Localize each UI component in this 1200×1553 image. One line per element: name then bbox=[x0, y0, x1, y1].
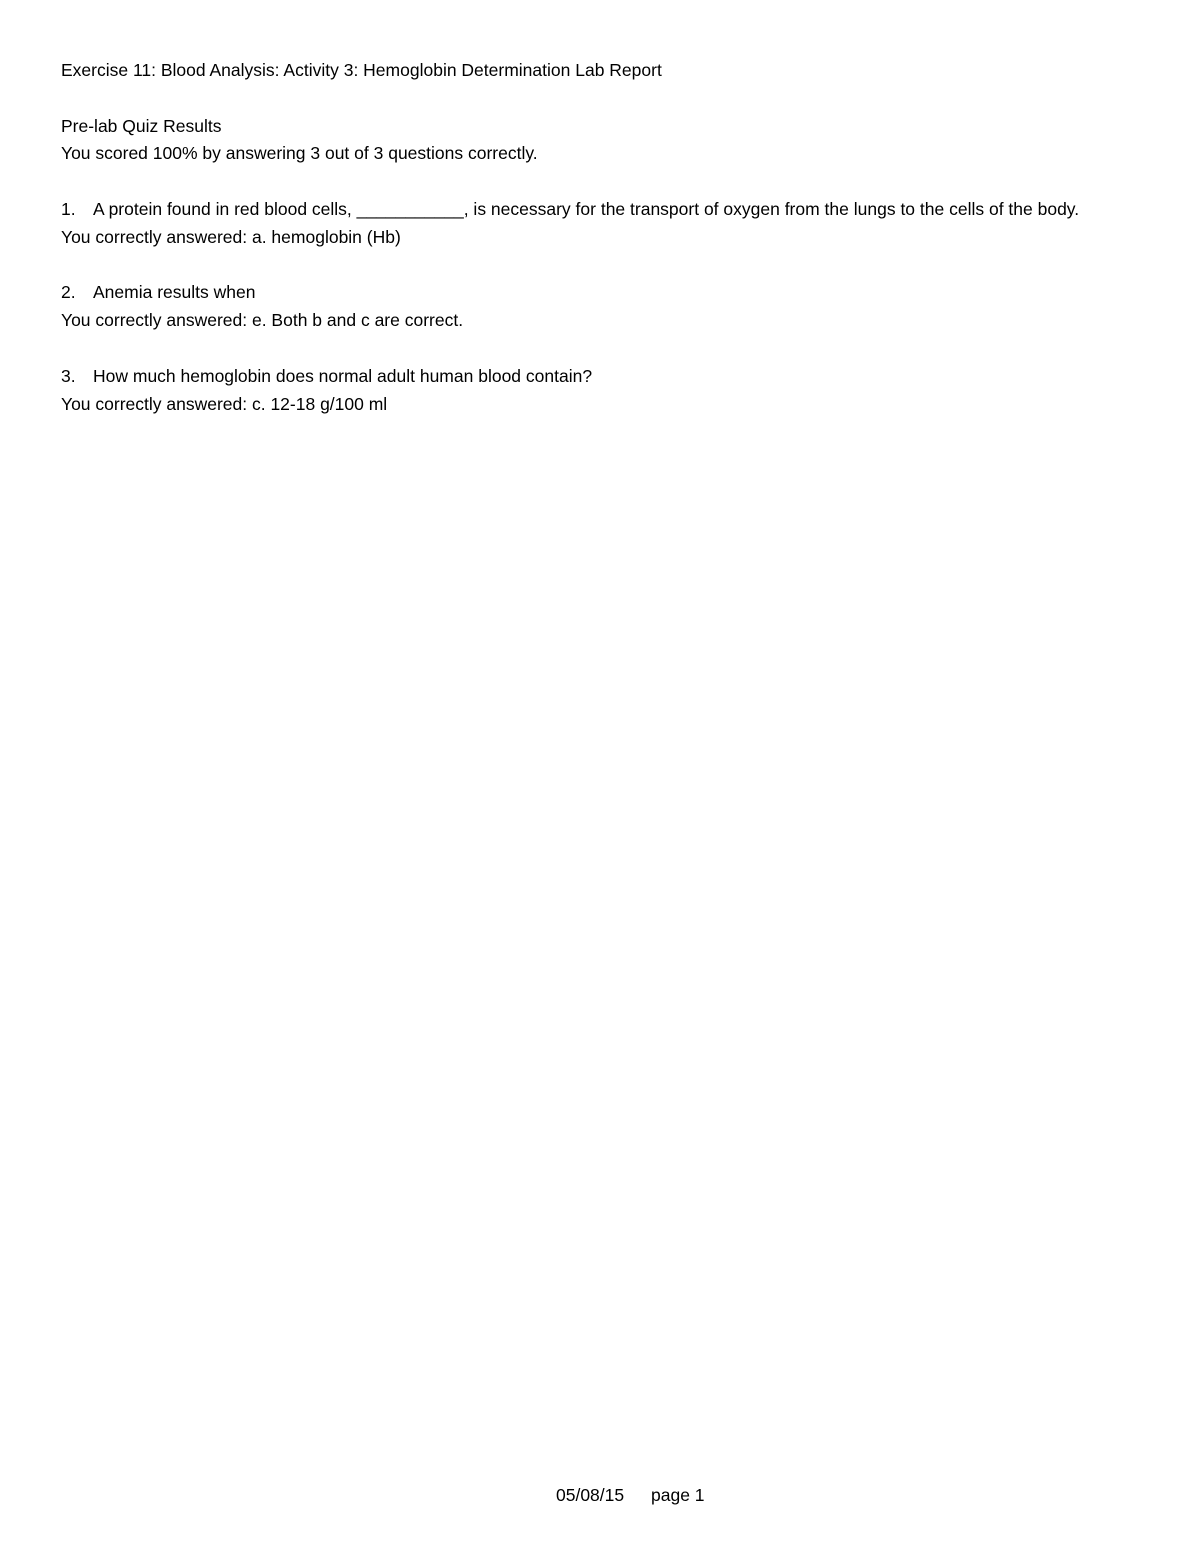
question-block-2 bbox=[61, 279, 1151, 335]
footer-page-number: page 1 bbox=[651, 1485, 705, 1505]
question-text bbox=[61, 196, 1151, 224]
report-title: Exercise 11: Blood Analysis: Activity 3: Hemoglobin Determination Lab Report bbox=[61, 60, 662, 80]
spacer bbox=[61, 252, 1151, 280]
footer-date: 05/08/15 bbox=[556, 1485, 625, 1505]
page-footer bbox=[556, 1483, 705, 1507]
question-number: 1. bbox=[61, 198, 76, 219]
question-text bbox=[61, 279, 1151, 307]
report-body bbox=[61, 57, 1151, 418]
question-text bbox=[61, 363, 1151, 391]
question-prompt: Anemia results when bbox=[93, 282, 256, 303]
question-block-1 bbox=[61, 196, 1151, 252]
score-line: You scored 100% by answering 3 out of 3 questions correctly. bbox=[61, 143, 538, 164]
question-prompt: A protein found in red blood cells, ___________, is necessary for the transport of oxygen from the lungs to the cells of the body. bbox=[93, 198, 1080, 219]
question-block-3 bbox=[61, 363, 1151, 419]
question-answer: You correctly answered: a. hemoglobin (Hb) bbox=[61, 226, 401, 247]
section-heading: Pre-lab Quiz Results bbox=[61, 115, 222, 136]
question-number: 2. bbox=[61, 282, 76, 303]
question-answer: You correctly answered: e. Both b and c are correct. bbox=[61, 310, 464, 331]
question-prompt: How much hemoglobin does normal adult human blood contain? bbox=[93, 365, 593, 386]
spacer bbox=[61, 335, 1151, 363]
spacer bbox=[61, 168, 1151, 196]
question-number: 3. bbox=[61, 365, 76, 386]
question-answer: You correctly answered: c. 12-18 g/100 ml bbox=[61, 393, 388, 414]
spacer bbox=[61, 85, 1151, 113]
